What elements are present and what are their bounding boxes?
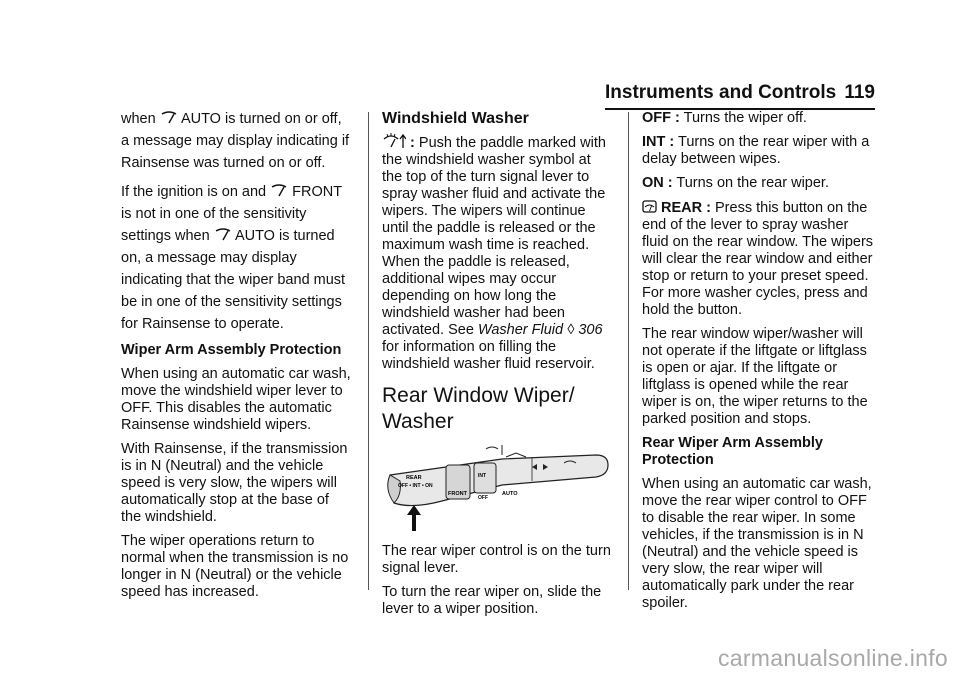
page-header bbox=[605, 80, 875, 108]
label-rear: REAR : bbox=[661, 200, 711, 216]
paragraph-rear-control-location: The rear wiper control is on the turn signal lever. bbox=[382, 543, 611, 576]
label-off: OFF : bbox=[642, 110, 680, 126]
text-ignition: If the ignition is on and bbox=[121, 184, 267, 200]
paragraph-sensitivity bbox=[121, 181, 353, 335]
paragraph-neutral: With Rainsense, if the transmission is in N (Neutral) and the vehicle speed is very slow, the wipers will automatically stop at the base of the windshield. bbox=[121, 441, 348, 525]
column-divider-1 bbox=[368, 112, 369, 590]
paragraph-rear-turn-on: To turn the rear wiper on, slide the lever to a wiper position. bbox=[382, 584, 602, 617]
washer-icon bbox=[382, 133, 406, 149]
wiper-icon bbox=[270, 184, 288, 198]
item-rear bbox=[642, 199, 874, 319]
wiper-icon bbox=[160, 111, 178, 125]
heading-wiper-arm-protection: Wiper Arm Assembly Protection bbox=[121, 342, 342, 358]
watermark: carmanualsonline.info bbox=[717, 645, 948, 671]
text-band-message: AUTO is turned on, a message may display indicating that the wiper band must be in one of the sensitivity settings for Rainsense to operate. bbox=[121, 228, 346, 332]
text-rear: Press this button on the end of the lever to spray washer fluid on the rear window. The wipers will clear the rear window and either stop or return to your preset speed. For more washer cycles, press and hold the button. bbox=[642, 200, 874, 318]
text-front-setting: FRONT is not in one of the sensitivity settings when bbox=[121, 184, 342, 244]
column-1 bbox=[121, 108, 353, 608]
paragraph-rear-car-wash: When using an automatic car wash, move the rear wiper control to OFF to disable the rear wiper. In some vehicles, if the transmission is in N (Neutral) and the vehicle speed is very slow, the rear wiper will automatically park under the rear spoiler. bbox=[642, 476, 872, 611]
text-auto-toggle: AUTO is turned on or off, a message may display indicating if Rainsense was turned on or off. bbox=[121, 111, 350, 171]
fig-label-front: FRONT bbox=[448, 491, 467, 497]
column-3 bbox=[642, 110, 874, 619]
text-int: Turns on the rear wiper with a delay between wipes. bbox=[642, 134, 870, 167]
paragraph-liftgate: The rear window wiper/washer will not operate if the liftgate or liftglass is open or ajar. If the liftgate or liftglass is opened while the rear wiper is on, the wiper returns to the parked position and stops. bbox=[642, 326, 868, 427]
turn-signal-lever-figure bbox=[382, 443, 614, 533]
text-washer-instructions: Push the paddle marked with the windshield washer symbol at the top of the turn signal lever to spray washer fluid and activate the wipers. The wipers will continue until the paddle is released or the maximum wash time is reached. When the paddle is released, additional wipes may occur depending on how long the windshield washer had been activated. See bbox=[382, 135, 606, 338]
item-int bbox=[642, 134, 874, 168]
fig-label-int: INT bbox=[478, 473, 487, 479]
paragraph-washer bbox=[382, 133, 614, 373]
fig-label-positions: OFF • INT • ON bbox=[398, 483, 433, 489]
item-on bbox=[642, 175, 874, 192]
link-page-306[interactable]: 306 bbox=[578, 322, 603, 338]
paragraph-car-wash: When using an automatic car wash, move the windshield wiper lever to OFF. This disables the automatic Rainsense windshield wipers. bbox=[121, 366, 351, 433]
section-title: Instruments and Controls bbox=[605, 82, 837, 103]
fig-label-off: OFF bbox=[478, 495, 488, 501]
text-reservoir: for information on filling the windshield washer fluid reservoir. bbox=[382, 339, 595, 372]
wiper-icon bbox=[214, 228, 232, 242]
fig-label-auto: AUTO bbox=[502, 491, 518, 497]
page-number: 119 bbox=[844, 82, 875, 103]
fig-label-rear: REAR bbox=[406, 475, 422, 481]
paragraph-auto-message bbox=[121, 108, 353, 174]
heading-windshield-washer: Windshield Washer bbox=[382, 110, 529, 127]
pointer-arrow-icon bbox=[407, 505, 421, 531]
paragraph-return-normal: The wiper operations return to normal when the transmission is no longer in N (Neutral) or the vehicle speed has increased. bbox=[121, 533, 349, 600]
text-on: Turns on the rear wiper. bbox=[676, 175, 829, 191]
label-on: ON : bbox=[642, 175, 673, 191]
column-divider-2 bbox=[628, 112, 629, 590]
washer-colon: : bbox=[410, 135, 415, 151]
text-when: when bbox=[121, 111, 156, 127]
rear-washer-icon bbox=[642, 199, 657, 214]
text-off: Turns the wiper off. bbox=[683, 110, 807, 126]
label-int: INT : bbox=[642, 134, 675, 150]
heading-rear-window-wiper: Rear Window Wiper/ Washer bbox=[382, 384, 575, 433]
page-ref-arrow-icon: ◊ bbox=[567, 322, 575, 338]
item-off bbox=[642, 110, 874, 127]
link-washer-fluid[interactable]: Washer Fluid bbox=[477, 322, 564, 338]
heading-rear-wiper-arm-protection: Rear Wiper Arm Assembly Protection bbox=[642, 435, 823, 468]
column-2 bbox=[382, 110, 614, 625]
